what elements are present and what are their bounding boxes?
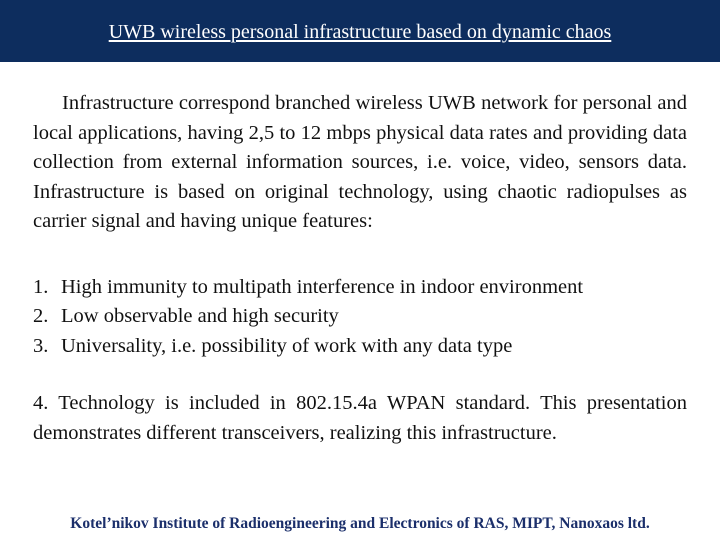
- feature-number: 1.: [33, 275, 49, 298]
- feature-text: Low observable and high security: [61, 305, 339, 327]
- feature-item: [33, 332, 687, 362]
- title-bar: [0, 0, 720, 62]
- feature-item: [33, 302, 687, 332]
- feature-text: High immunity to multipath interference in indoor environment: [61, 275, 584, 298]
- feature-item: [33, 273, 687, 303]
- feature-list: [33, 273, 687, 362]
- feature-number: 2.: [33, 305, 49, 327]
- standard-note-paragraph: 4. Technology is included in 802.15.4a WPAN standard. This presentation demonstrates different transceivers, realizing this infrastructure.: [33, 392, 687, 444]
- intro-paragraph: Infrastructure correspond branched wireless UWB network for personal and local applications, having 2,5 to 12 mbps physical data rates and providing data collection from external information sources, i.e. voice, video, sensors data. Infrastructure is based on original technology, using chaotic radiopulses as carrier signal and having unique features:: [33, 92, 687, 232]
- footer-credits: Kotel’nikov Institute of Radioengineering and Electronics of RAS, MIPT, Nanoxaos ltd.: [70, 515, 650, 532]
- feature-number: 3.: [33, 334, 49, 357]
- slide-title: UWB wireless personal infrastructure based on dynamic chaos: [108, 21, 612, 43]
- feature-text: Universality, i.e. possibility of work with any data type: [61, 334, 513, 357]
- slide-body: [33, 89, 687, 448]
